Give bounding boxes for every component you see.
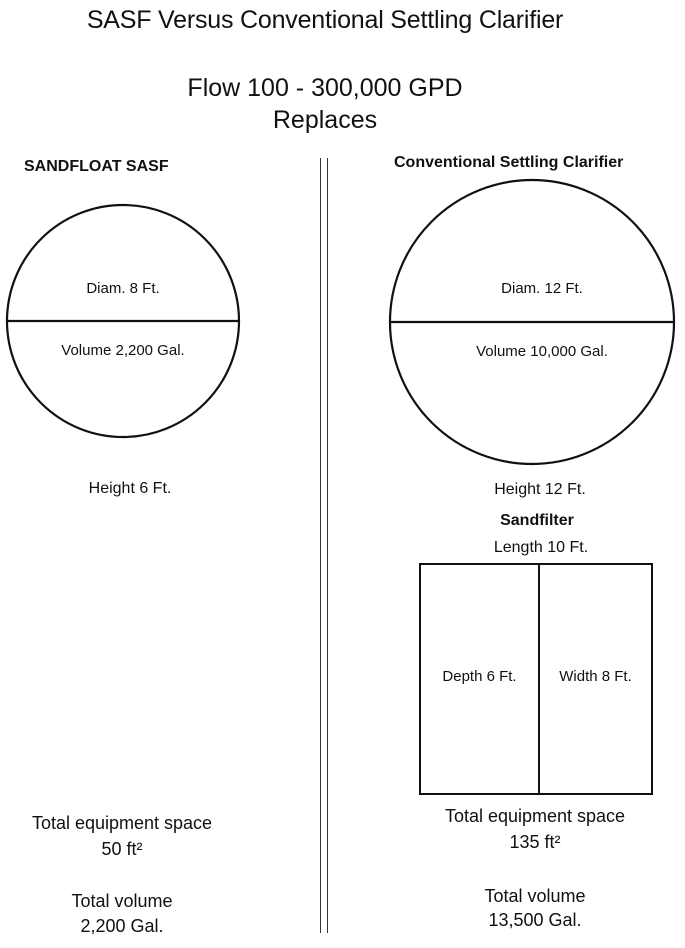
clarifier-space-label: Total equipment space: [444, 806, 626, 826]
sasf-height-label: Height 6 Ft.: [88, 480, 172, 497]
sandfilter-width-label: Width 8 Ft.: [559, 668, 632, 685]
clarifier-total-volume-value: 13,500 Gal.: [488, 910, 582, 930]
diagram-title: SASF Versus Conventional Settling Clarifier: [86, 6, 564, 34]
sandfilter-header: Sandfilter: [500, 512, 574, 529]
sasf-diameter-label: Diam. 8 Ft.: [86, 280, 160, 297]
flow-range-label: Flow 100 - 300,000 GPD: [187, 74, 463, 102]
clarifier-height-label: Height 12 Ft.: [494, 481, 586, 498]
replaces-label: Replaces: [272, 106, 378, 134]
clarifier-volume-label: Volume 10,000 Gal.: [476, 343, 608, 360]
sandfilter-depth-label: Depth 6 Ft.: [442, 668, 517, 685]
sasf-space-value: 50 ft²: [101, 839, 143, 859]
sasf-volume-label: Volume 2,200 Gal.: [61, 342, 185, 359]
sasf-total-volume-label: Total volume: [71, 891, 173, 911]
sasf-header: SANDFLOAT SASF: [24, 158, 169, 175]
clarifier-space-value: 135 ft²: [509, 832, 561, 852]
clarifier-total-volume-label: Total volume: [484, 886, 586, 906]
sasf-space-label: Total equipment space: [31, 813, 213, 833]
sasf-total-volume-value: 2,200 Gal.: [80, 916, 164, 936]
clarifier-header: Conventional Settling Clarifier: [394, 154, 624, 171]
clarifier-diameter-label: Diam. 12 Ft.: [501, 280, 583, 297]
sandfilter-length-label: Length 10 Ft.: [493, 539, 589, 556]
